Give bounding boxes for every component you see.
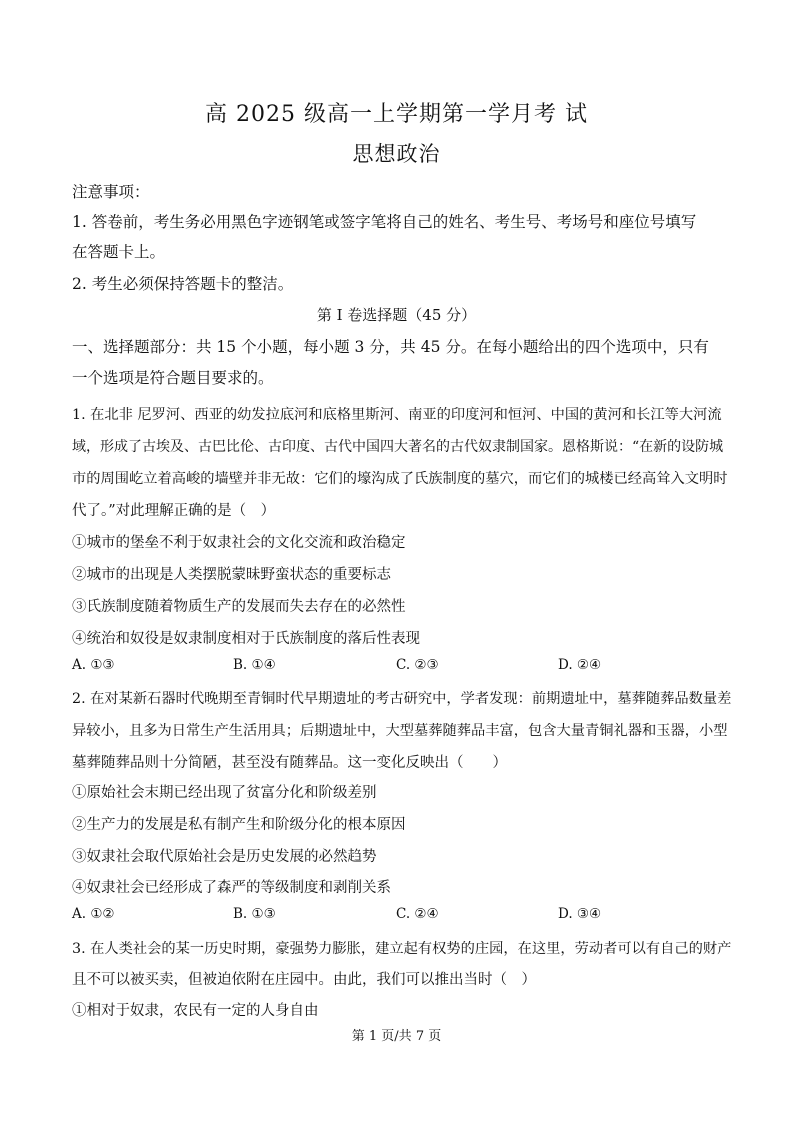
q2-statement-2: ②生产力的发展是私有制产生和阶级分化的根本原因: [72, 817, 406, 833]
q1-option-d: D. ②④: [558, 657, 602, 673]
q2-option-c: C. ②④: [396, 906, 439, 922]
notice-item-1-line-1: 1. 答卷前，考生务必用黑色字迹钢笔或签字笔将自己的姓名、考生号、考场号和座位号填写: [72, 213, 697, 231]
q1-stem-line-3: 市的周围屹立着高峻的墙壁并非无故：它们的壕沟成了氏族制度的墓穴，而它们的城楼已经高耸入文明时: [72, 471, 728, 487]
exam-subject: 思想政治: [352, 142, 441, 166]
q2-stem-line-1: 2. 在对某新石器时代晚期至青铜时代早期遗址的考古研究中，学者发现：前期遗址中，墓葬随葬品数量差: [72, 691, 732, 707]
q1-stem-line-1: 1. 在北非 尼罗河、西亚的幼发拉底河和底格里斯河、南亚的印度河和恒河、中国的黄河和长江等大河流: [72, 407, 722, 423]
notice-item-1-line-2: 在答题卡上。: [72, 243, 166, 261]
notice-heading: 注意事项：: [72, 183, 150, 201]
q3-stem-line-2: 且不可以被买卖，但被迫依附在庄园中。由此，我们可以推出当时（ ）: [72, 972, 536, 988]
q1-statement-3: ③氏族制度随着物质生产的发展而失去存在的必然性: [72, 599, 406, 615]
q1-statement-1: ①城市的堡垒不利于奴隶社会的文化交流和政治稳定: [72, 535, 406, 551]
q1-statement-2: ②城市的出现是人类摆脱蒙昧野蛮状态的重要标志: [72, 567, 391, 583]
q1-statement-4: ④统治和奴役是奴隶制度相对于氏族制度的落后性表现: [72, 631, 420, 647]
q2-statement-4: ④奴隶社会已经形成了森严的等级制度和剥削关系: [72, 880, 391, 896]
q1-option-b: B. ①④: [233, 657, 276, 673]
q1-option-a: A. ①③: [72, 657, 115, 673]
q2-stem-line-3: 墓葬随葬品则十分简陋，甚至没有随葬品。这一变化反映出（ ）: [72, 755, 507, 771]
q2-option-b: B. ①③: [233, 906, 276, 922]
q2-option-a: A. ①②: [72, 906, 115, 922]
q1-option-c: C. ②③: [396, 657, 439, 673]
q3-statement-1: ①相对于奴隶，农民有一定的人身自由: [72, 1003, 319, 1019]
exam-title: 高 2025 级高一上学期第一学月考 试: [205, 102, 588, 127]
section-title: 第 I 卷选择题（45 分）: [316, 306, 477, 324]
notice-item-2: 2. 考生必须保持答题卡的整洁。: [72, 275, 294, 293]
section-instruction-line-2: 一个选项是符合题目要求的。: [72, 369, 274, 387]
section-instruction-line-1: 一、选择题部分：共 15 个小题，每小题 3 分，共 45 分。在每小题给出的四个选项中，只有: [72, 338, 709, 356]
q1-stem-line-4: 代了。”对此理解正确的是（ ）: [72, 503, 276, 519]
q3-stem-line-1: 3. 在人类社会的某一历史时期，豪强势力膨胀，建立起有权势的庄园，在这里，劳动者可以有自己的财产: [72, 941, 732, 957]
q1-stem-line-2: 域，形成了古埃及、古巴比伦、古印度、古代中国四大著名的古代奴隶制国家。恩格斯说：“在新的设防城: [72, 439, 724, 455]
q2-statement-3: ③奴隶社会取代原始社会是历史发展的必然趋势: [72, 849, 377, 865]
q2-statement-1: ①原始社会末期已经出现了贫富分化和阶级差别: [72, 785, 377, 801]
page-number: 第 1 页/共 7 页: [351, 1029, 442, 1044]
q2-stem-line-2: 异较小，且多为日常生产生活用具；后期遗址中，大型墓葬随葬品丰富，包含大量青铜礼器和玉器，小型: [72, 723, 728, 739]
q2-option-d: D. ③④: [558, 906, 602, 922]
